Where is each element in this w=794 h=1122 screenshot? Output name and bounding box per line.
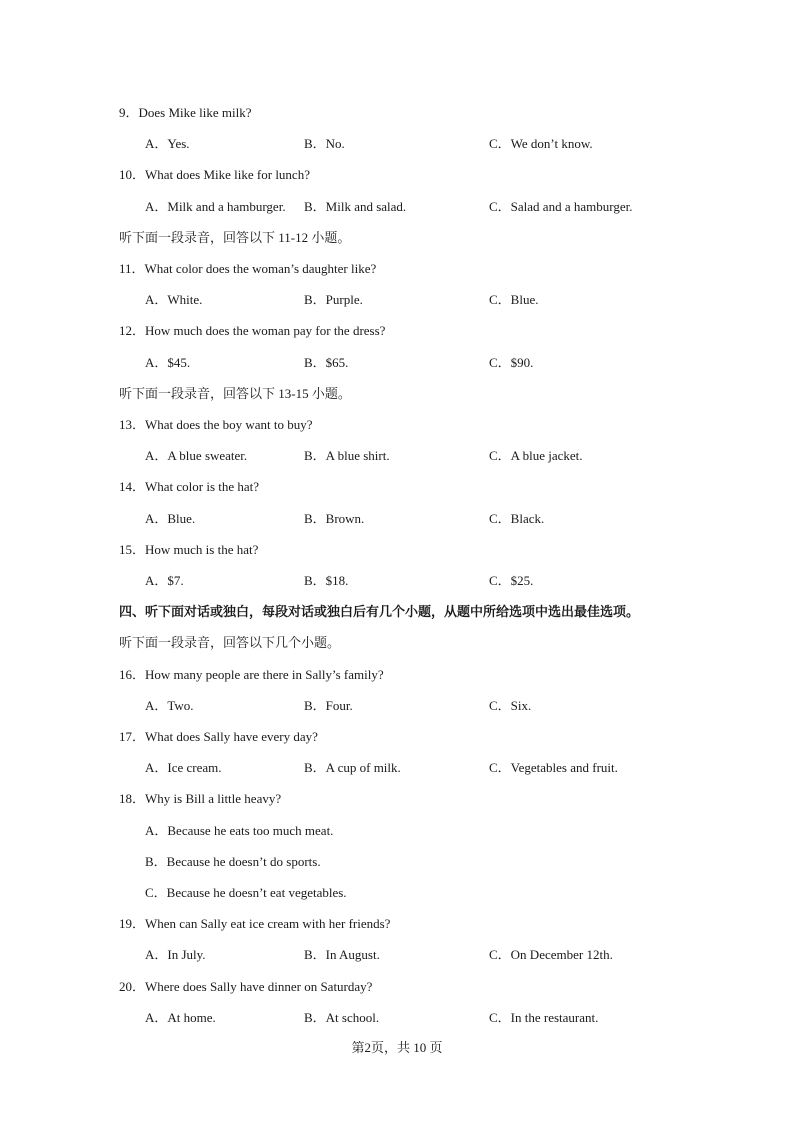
answer-option: B．Milk and salad. xyxy=(304,199,407,214)
answer-option: B．Because he doesn’t do sports. xyxy=(145,854,321,869)
question-text: 17．What does Sally have every day? xyxy=(119,729,318,744)
question-text: 9．Does Mike like milk? xyxy=(119,105,252,120)
answer-option: C．Blue. xyxy=(489,292,539,307)
answer-option: A．White. xyxy=(145,292,203,307)
answer-option: A．Milk and a hamburger. xyxy=(145,199,286,214)
question-text: 19．When can Sally eat ice cream with her friends? xyxy=(119,916,391,931)
answer-option: C．$25. xyxy=(489,573,534,588)
answer-option: C．Black. xyxy=(489,511,545,526)
answer-option: C．On December 12th. xyxy=(489,947,613,962)
question-text: 14．What color is the hat? xyxy=(119,479,260,494)
page-footer: 第2页，共 10 页 xyxy=(351,1040,443,1055)
question-text: 16．How many people are there in Sally’s family? xyxy=(119,667,384,682)
listening-instruction: 听下面一段录音，回答以下几个小题。 xyxy=(119,635,341,650)
question-text: 11．What color does the woman’s daughter like? xyxy=(119,261,377,276)
answer-option: A．Because he eats too much meat. xyxy=(145,823,334,838)
answer-option: C．$90. xyxy=(489,355,534,370)
question-text: 18．Why is Bill a little heavy? xyxy=(119,791,282,806)
answer-option: C．Vegetables and fruit. xyxy=(489,760,618,775)
answer-option: C．Six. xyxy=(489,698,532,713)
answer-option: B．At school. xyxy=(304,1010,380,1025)
answer-option: B．In August. xyxy=(304,947,380,962)
question-text: 12．How much does the woman pay for the dress? xyxy=(119,323,386,338)
answer-option: C．We don’t know. xyxy=(489,136,593,151)
answer-option: C．Salad and a hamburger. xyxy=(489,199,633,214)
answer-option: B．Brown. xyxy=(304,511,365,526)
answer-option: A．$45. xyxy=(145,355,191,370)
answer-option: A．Two. xyxy=(145,698,194,713)
answer-option: A．In July. xyxy=(145,947,206,962)
answer-option: A．Ice cream. xyxy=(145,760,222,775)
answer-option: A．Yes. xyxy=(145,136,190,151)
answer-option: B．A blue shirt. xyxy=(304,448,390,463)
answer-option: A．At home. xyxy=(145,1010,216,1025)
listening-instruction: 听下面一段录音，回答以下 13-15 小题。 xyxy=(119,386,351,401)
answer-option: B．$18. xyxy=(304,573,349,588)
answer-option: A．A blue sweater. xyxy=(145,448,248,463)
question-text: 15．How much is the hat? xyxy=(119,542,259,557)
answer-option: C．A blue jacket. xyxy=(489,448,583,463)
answer-option: A．Blue. xyxy=(145,511,196,526)
question-text: 10．What does Mike like for lunch? xyxy=(119,167,310,182)
answer-option: C．Because he doesn’t eat vegetables. xyxy=(145,885,347,900)
answer-option: B．Four. xyxy=(304,698,353,713)
listening-instruction: 听下面一段录音，回答以下 11-12 小题。 xyxy=(119,230,351,245)
answer-option: B．Purple. xyxy=(304,292,363,307)
answer-option: B．$65. xyxy=(304,355,349,370)
question-text: 20．Where does Sally have dinner on Saturday? xyxy=(119,979,373,994)
section-heading: 四、听下面对话或独白，每段对话或独白后有几个小题，从题中所给选项中选出最佳选项。 xyxy=(119,604,640,619)
answer-option: B．A cup of milk. xyxy=(304,760,401,775)
answer-option: B．No. xyxy=(304,136,345,151)
answer-option: A．$7. xyxy=(145,573,184,588)
question-text: 13．What does the boy want to buy? xyxy=(119,417,313,432)
answer-option: C．In the restaurant. xyxy=(489,1010,599,1025)
